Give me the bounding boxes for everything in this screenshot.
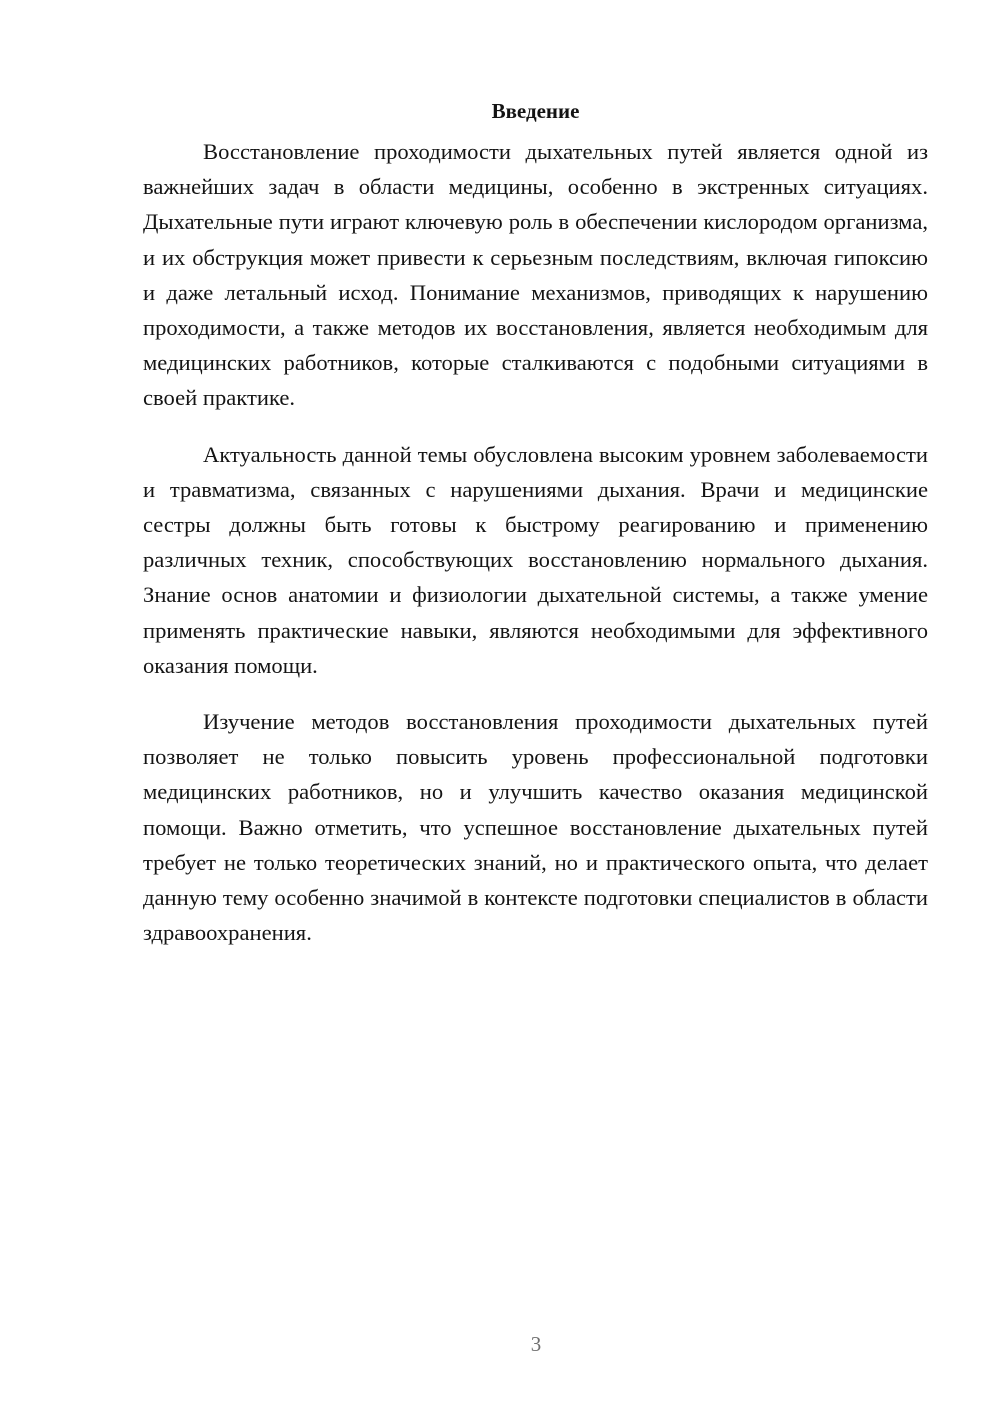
page-number: 3 bbox=[530, 1332, 542, 1356]
paragraph-study: Изучение методов восстановления проходимости дыхательных путей позволяет не только повысить уровень профессиональной подготовки медицинских работников, но и улучшить качество оказания медицинской помощи. Важно отметить, что успешное восстановление дыхательных путей требует не только теоретических знаний, но и практического опыта, что делает данную тему особенно значимой в контексте подготовки специалистов в области здравоохранения. bbox=[143, 709, 928, 946]
page-title: Введение bbox=[491, 99, 580, 123]
paragraph-relevance: Актуальность данной темы обусловлена высоким уровнем заболеваемости и травматизма, связанных с нарушениями дыхания. Врачи и медицинские сестры должны быть готовы к быстрому реагированию и применению различных техник, способствующих восстановлению нормального дыхания. Знание основ анатомии и физиологии дыхательной системы, а также умение применять практические навыки, являются необходимыми для эффективного оказания помощи. bbox=[143, 441, 928, 678]
page-content bbox=[143, 96, 928, 950]
paragraph-intro: Восстановление проходимости дыхательных путей является одной из важнейших задач в области медицины, особенно в экстренных ситуациях. Дыхательные пути играют ключевую роль в обеспечении кислородом организма, и их обструкция может привести к серьезным последствиям, включая гипоксию и даже летальный исход. Понимание механизмов, приводящих к нарушению проходимости, а также методов их восстановления, является необходимым для медицинских работников, которые сталкиваются с подобными ситуациями в своей практике. bbox=[143, 139, 928, 411]
